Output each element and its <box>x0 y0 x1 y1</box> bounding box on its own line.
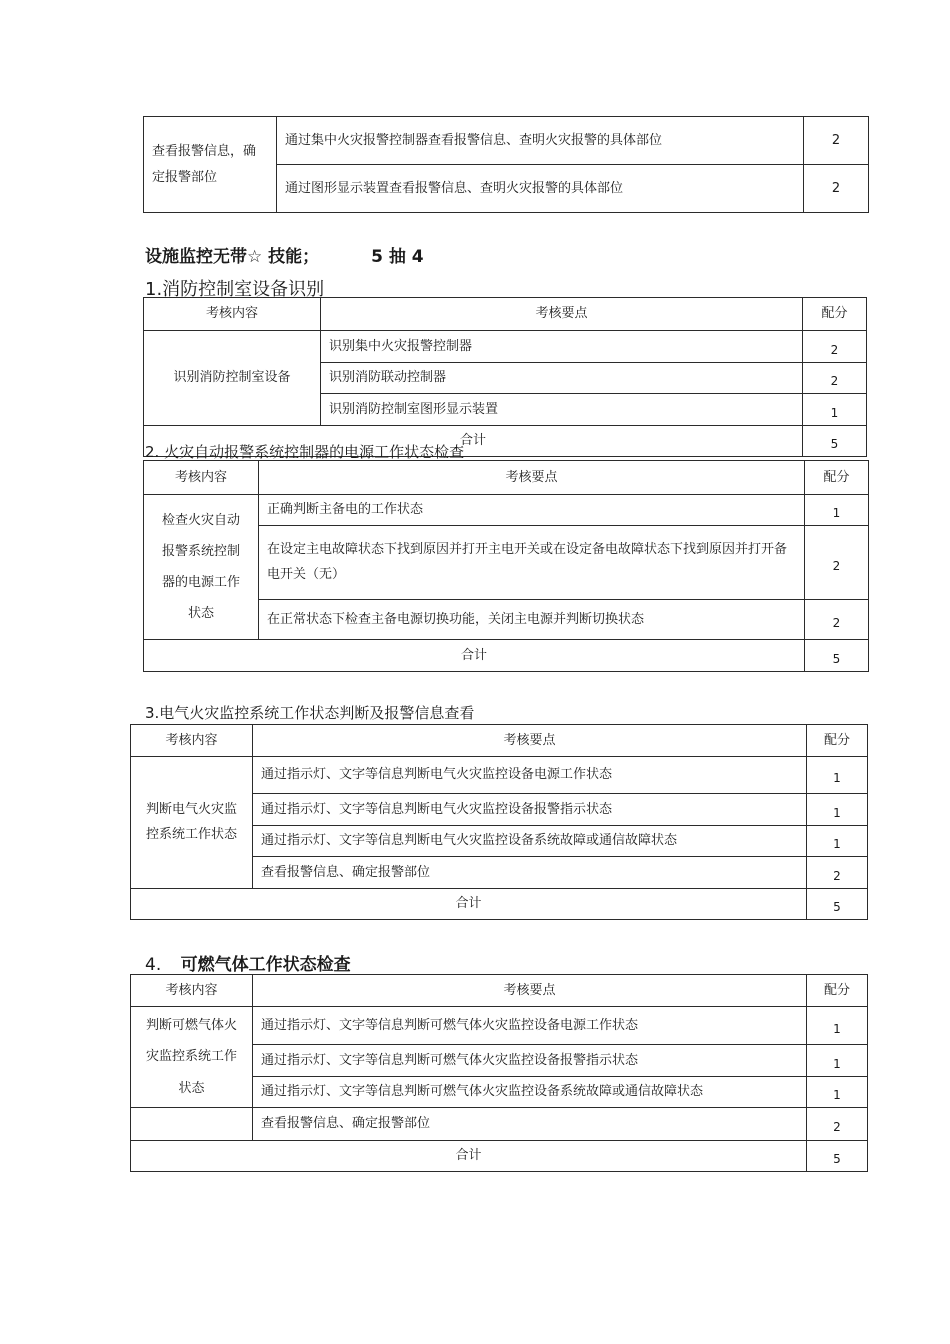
score-cell: 2 <box>805 600 869 640</box>
header-score: 配分 <box>807 975 868 1007</box>
table-equipment-identification <box>143 297 867 457</box>
heading-4-number: 4. <box>145 955 162 975</box>
header-content: 考核内容 <box>144 461 259 495</box>
table-row <box>144 495 869 526</box>
score-cell: 1 <box>807 1045 868 1077</box>
score-cell: 2 <box>804 117 869 165</box>
score-cell: 2 <box>804 165 869 213</box>
point-cell: 通过指示灯、文字等信息判断电气火灾监控设备电源工作状态 <box>253 757 807 794</box>
point-cell: 查看报警信息、确定报警部位 <box>253 857 807 889</box>
section-heading-1: 1.消防控制室设备识别 <box>145 279 325 300</box>
table-combustible-gas-monitoring <box>130 974 868 1172</box>
header-content: 考核内容 <box>131 975 253 1007</box>
point-cell: 通过指示灯、文字等信息判断可燃气体火灾监控设备报警指示状态 <box>253 1045 807 1077</box>
table-row <box>131 1007 868 1045</box>
total-label: 合计 <box>131 1141 807 1172</box>
content-cell: 判断电气火灾监控系统工作状态 <box>131 757 253 889</box>
score-cell: 1 <box>807 1077 868 1108</box>
point-cell: 在设定主电故障状态下找到原因并打开主电开关或在设定备电故障状态下找到原因并打开备电开关（无） <box>259 526 805 600</box>
content-cell: 检查火灾自动报警系统控制器的电源工作状态 <box>144 495 259 640</box>
total-score: 5 <box>807 1141 868 1172</box>
point-cell: 通过指示灯、文字等信息判断电气火灾监控设备系统故障或通信故障状态 <box>253 826 807 857</box>
table-row <box>144 117 869 165</box>
score-cell: 2 <box>805 526 869 600</box>
header-points: 考核要点 <box>259 461 805 495</box>
header-score: 配分 <box>803 298 867 331</box>
score-cell: 1 <box>807 826 868 857</box>
table-total-row <box>131 1141 868 1172</box>
point-cell: 识别消防控制室图形显示装置 <box>321 394 803 426</box>
point-cell: 通过指示灯、文字等信息判断可燃气体火灾监控设备系统故障或通信故障状态 <box>253 1077 807 1108</box>
total-score: 5 <box>803 426 867 457</box>
point-cell: 通过指示灯、文字等信息判断可燃气体火灾监控设备电源工作状态 <box>253 1007 807 1045</box>
table-header-row <box>131 725 868 757</box>
point-cell: 在正常状态下检查主备电源切换功能，关闭主电源并判断切换状态 <box>259 600 805 640</box>
header-content: 考核内容 <box>131 725 253 757</box>
content-cell: 查看报警信息，确定报警部位 <box>144 117 277 213</box>
table-electrical-fire-monitoring <box>130 724 868 920</box>
section-heading-4 <box>145 950 351 975</box>
score-cell: 2 <box>803 331 867 363</box>
header-score: 配分 <box>807 725 868 757</box>
heading-main-text: 设施监控无带☆ 技能； <box>145 247 320 267</box>
section-heading-2: 2. 火灾自动报警系统控制器的电源工作状态检查 <box>145 443 465 461</box>
score-cell: 2 <box>807 857 868 889</box>
header-score: 配分 <box>805 461 869 495</box>
content-cell: 判断可燃气体火灾监控系统工作状态 <box>131 1007 253 1108</box>
score-cell: 1 <box>803 394 867 426</box>
point-cell: 通过集中火灾报警控制器查看报警信息、查明火灾报警的具体部位 <box>277 117 804 165</box>
score-cell: 1 <box>807 1007 868 1045</box>
score-cell: 1 <box>807 757 868 794</box>
table-total-row <box>131 889 868 920</box>
section-heading-3: 3.电气火灾监控系统工作状态判断及报警信息查看 <box>145 704 475 722</box>
table-header-row <box>144 298 867 331</box>
point-cell: 正确判断主备电的工作状态 <box>259 495 805 526</box>
total-label: 合计 <box>144 426 803 457</box>
header-content: 考核内容 <box>144 298 321 331</box>
header-points: 考核要点 <box>253 975 807 1007</box>
score-cell: 1 <box>807 794 868 826</box>
table-total-row <box>144 640 869 672</box>
content-cell: 识别消防控制室设备 <box>144 331 321 426</box>
point-cell: 识别消防联动控制器 <box>321 363 803 394</box>
total-label: 合计 <box>131 889 807 920</box>
point-cell: 通过指示灯、文字等信息判断电气火灾监控设备报警指示状态 <box>253 794 807 826</box>
table-row <box>131 1108 868 1141</box>
table-alarm-info <box>143 116 869 213</box>
point-cell: 识别集中火灾报警控制器 <box>321 331 803 363</box>
header-points: 考核要点 <box>253 725 807 757</box>
point-cell: 查看报警信息、确定报警部位 <box>253 1108 807 1141</box>
section-heading-main <box>145 242 424 267</box>
total-label: 合计 <box>144 640 805 672</box>
heading-4-text: 可燃气体工作状态检查 <box>180 955 351 975</box>
score-cell: 2 <box>807 1108 868 1141</box>
table-row <box>131 757 868 794</box>
table-row <box>144 331 867 363</box>
heading-main-extra: 5 抽 4 <box>371 247 424 267</box>
table-header-row <box>144 461 869 495</box>
total-score: 5 <box>805 640 869 672</box>
score-cell: 1 <box>805 495 869 526</box>
score-cell: 2 <box>803 363 867 394</box>
empty-content-cell <box>131 1108 253 1141</box>
table-header-row <box>131 975 868 1007</box>
point-cell: 通过图形显示装置查看报警信息、查明火灾报警的具体部位 <box>277 165 804 213</box>
total-score: 5 <box>807 889 868 920</box>
table-power-status <box>143 460 869 672</box>
header-points: 考核要点 <box>321 298 803 331</box>
